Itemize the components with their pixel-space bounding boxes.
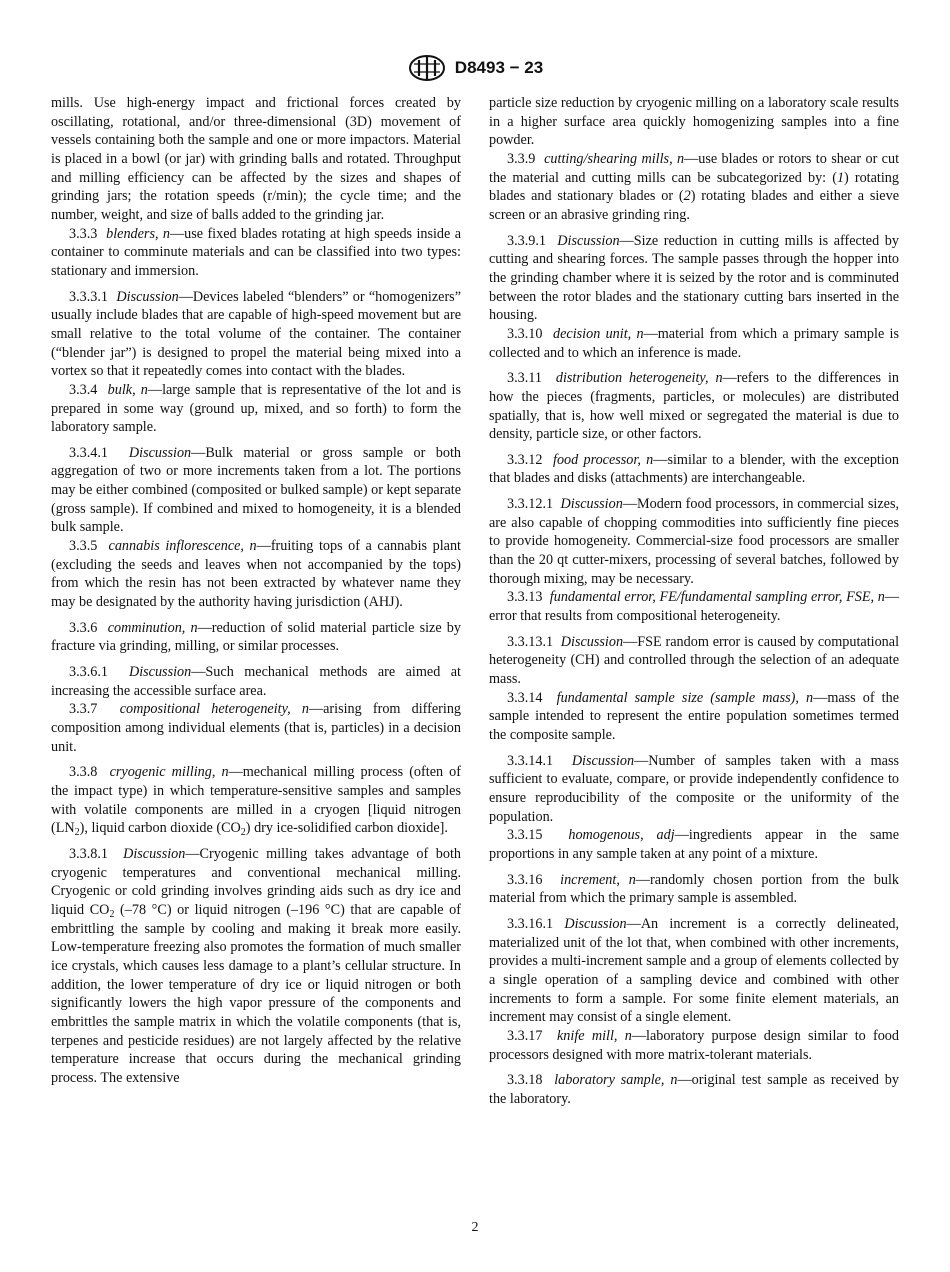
discussion-3-3-9-1: 3.3.9.1 Discussion—Size reduction in cutting mills is affected by cutting and shearing forces. The sample passes through the hopper into the grinding chamber where it is seized by the rotor and is comminuted between the rotor blades and the stationary cutting bars inserted in the housing.	[489, 232, 899, 324]
definition-knife-mill: 3.3.17 knife mill, n—laboratory purpose design similar to food processors designed with more matrix-tolerant materials.	[489, 1027, 899, 1063]
page-number: 2	[471, 1220, 479, 1235]
definition-cutting-shearing-mills: 3.3.9 cutting/shearing mills, n—use blades or rotors to shear or cut the material and cutting mills can be subcategorized by: (1) rotating blades and stationary blades or (2) rotating blades and either a sieve screen or an abrasive grinding ring.	[489, 150, 900, 223]
left-column	[51, 94, 461, 1087]
definition-fundamental-sample-size: 3.3.14 fundamental sample size (sample mass), n—mass of the sample intended to represent the entire population sometimes termed the composite sample.	[489, 689, 900, 743]
definition-cryogenic-milling: 3.3.8 cryogenic milling, n—mechanical milling process (often of the impact type) in which temperature-sensitive samples and samples with volatile components are milled in a cryogen [liquid nitrogen $(LN_2)$, liquid carbon dioxide $(CO_2)$ dry ice-solidified carbon dioxide].	[51, 764, 462, 839]
definition-distribution-heterogeneity: 3.3.11 distribution heterogeneity, n—refers to the differences in how the pieces (fragments, particles, or molecules) are distributed spatially, that is, how well mixed or segregated the material is due to density, particle size, or other factors.	[489, 370, 900, 443]
paragraph: mills. Use high-energy impact and frictional forces created by oscillating, rotational, and/or three-dimensional (3D) movement of vessels containing both the sample and one or more impactors. Material is placed in a bowl (or jar) with grinding balls and rotated. Throughput and milling efficiency can be affected by the sizes and shapes of grinding jars; the rotation speeds (r/min); the cycle time; and the number, weight, and size of balls added to the grinding jar.	[51, 95, 461, 223]
definition-bulk: 3.3.4 bulk, n—large sample that is representative of the lot and is prepared in some way (ground up, mixed, and so forth) to form the laboratory sample.	[51, 381, 461, 436]
discussion-3-3-4-1: 3.3.4.1 Discussion—Bulk material or gross sample or both aggregation of two or more increments taken from a lot. The portions may be either combined (composited or bulked sample) or kept separate (gross sample). If combined and mixed to homogeneity, it is a blended bulk sample.	[51, 444, 461, 536]
definition-increment: 3.3.16 increment, n—randomly chosen portion from the bulk material from which the primary sample is assembled.	[489, 871, 900, 907]
discussion-3-3-8-1: 3.3.8.1 Discussion—Cryogenic milling takes advantage of both cryogenic temperatures and conventional mechanical milling. Cryogenic or cold grinding involves grinding aids such as dry ice and liquid $CO_2$ (–78 °C) or liquid nitrogen (–196 °C) that are capable of embrittling the sample by cooling and making it break more easily. Low-temperature freezing also promotes the formation of much smaller ice crystals, which causes less damage to a plant’s cellular structure. In addition, the lower temperature of dry ice or liquid nitrogen or both significantly lowers the high vapor pressure of the components and embrittles the sample matrix in which the volatile components (that is, terpenes and pesticide residues) are not largely affected by the relative temperature increase that occurs during the mechanical grinding process. The extensive	[51, 845, 461, 1086]
definition-decision-unit: 3.3.10 decision unit, n—material from which a primary sample is collected and to which an inference is made.	[489, 325, 899, 361]
definition-food-processor: 3.3.12 food processor, n—similar to a blender, with the exception that blades and disks (attachments) are interchangeable.	[489, 451, 899, 487]
definition-comminution: 3.3.6 comminution, n—reduction of solid material particle size by fracture via grinding, milling, or similar processes.	[51, 619, 461, 655]
definition-laboratory-sample: 3.3.18 laboratory sample, n—original test sample as received by the laboratory.	[489, 1072, 899, 1107]
discussion-3-3-3-1: 3.3.3.1 Discussion—Devices labeled “blenders” or “homogenizers” usually include blades that are capable of high-speed movement but are small relative to the total volume of the container. The container (“blender jar”) is designed to propel the material being mixed into a vortex so that it repeatedly comes into contact with the blades.	[51, 288, 462, 380]
discussion-3-3-13-1: 3.3.13.1 Discussion—FSE random error is caused by computational heterogeneity (CH) and controlled through the selection of an adequate mass.	[489, 633, 900, 688]
definition-blenders: 3.3.3 blenders, n—use fixed blades rotating at high speeds inside a container to comminute materials and can be classified into two types: stationary and immersion.	[51, 225, 461, 279]
definition-fundamental-error: 3.3.13 fundamental error, FE/fundamental sampling error, FSE, n—error that results from compositional heterogeneity.	[489, 589, 899, 625]
paragraph: particle size reduction by cryogenic milling on a laboratory scale results in a higher surface area quickly homogenizing samples into a fine powder.	[489, 95, 899, 149]
page-header	[0, 52, 950, 84]
discussion-3-3-14-1: 3.3.14.1 Discussion—Number of samples taken with a mass sufficient to evaluate, compare, or provide independently confidence to ensure reproducibility of the composite or the uniformity of the population.	[489, 752, 900, 825]
document-id: D8493 − 23	[454, 58, 544, 77]
discussion-3-3-12-1: 3.3.12.1 Discussion—Modern food processors, in commercial sizes, are also capable of chopping commodities into sufficiently fine pieces to provide homogeneity. Commercial-size food processors are smaller than the 20 qt cutter-mixers, processing of several batches, followed by thorough mixing, may be necessary.	[489, 496, 900, 587]
astm-logo-icon	[407, 54, 447, 82]
definition-compositional-heterogeneity: 3.3.7 compositional heterogeneity, n—arising from differing composition among individual elements (that is, particles) in a decision unit.	[51, 701, 462, 755]
definition-homogenous: 3.3.15 homogenous, adj—ingredients appear in the same proportions in any sample taken at any point of a mixture.	[489, 827, 899, 862]
definition-cannabis-inflorescence: 3.3.5 cannabis inflorescence, n—fruiting tops of a cannabis plant (excluding the seeds and leaves when not accompanied by the tops) from which the resin has not been extracted by whatever name they may be designated by the authority having jurisdiction (AHJ).	[51, 538, 462, 611]
discussion-3-3-16-1: 3.3.16.1 Discussion—An increment is a correctly delineated, materialized unit of the lot that, when combined with other increments, provides a multi-increment sample and a group of elements collected by a single operation of a sampling device and combined with other increments to form a sample. For some finite element materials, an increment may consist of a single element.	[489, 915, 900, 1026]
discussion-3-3-6-1: 3.3.6.1 Discussion—Such mechanical methods are aimed at increasing the accessible surface area.	[51, 664, 461, 699]
right-column	[489, 94, 899, 1108]
